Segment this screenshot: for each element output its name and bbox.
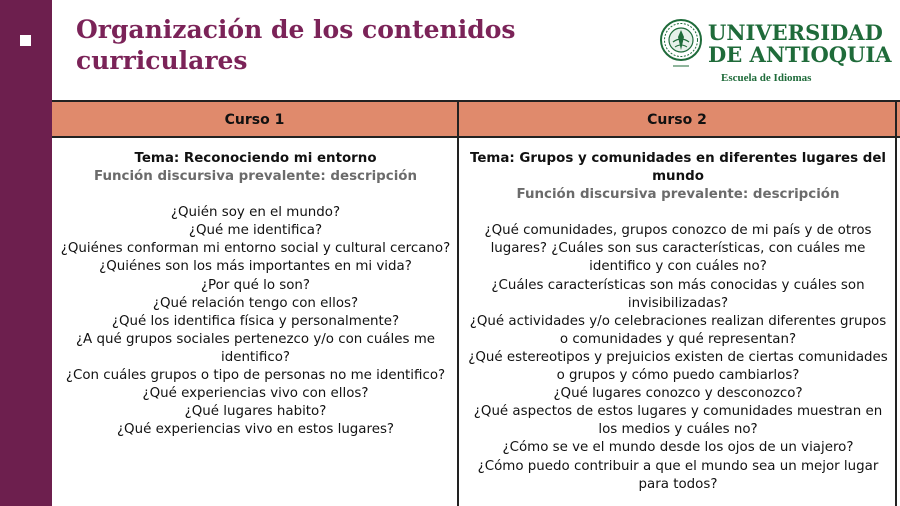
logo-line-2: DE ANTIOQUIA <box>708 42 892 67</box>
slide-title <box>76 14 546 76</box>
list-item: ¿Qué los identifica física y personalmente? <box>111 313 400 329</box>
list-item: ¿Quién soy en el mundo? <box>170 205 341 221</box>
list-item: ¿Qué estereotipos y prejuicios existen de ciertas comunidades o grupos y cómo puedo cambiarlos? <box>468 349 888 384</box>
list-item: ¿Qué experiencias vivo con ellos? <box>142 386 369 402</box>
cell-topic: Tema: Reconociendo mi entorno <box>134 151 377 166</box>
cell-discursive-function: Función discursiva prevalente: descripción <box>516 187 840 203</box>
list-item: ¿Con cuáles grupos o tipo de personas no me identifico? <box>65 368 446 384</box>
column-header-label: Curso 1 <box>224 112 285 128</box>
list-item: ¿Qué relación tengo con ellos? <box>152 295 359 311</box>
university-logo <box>659 16 891 88</box>
cell-topic: Tema: Grupos y comunidades en diferentes lugares del mundo <box>469 151 887 185</box>
list-item: ¿Qué lugares conozco y desconozco? <box>553 386 803 402</box>
title-bullet <box>20 35 31 46</box>
column-divider <box>895 102 897 506</box>
logo-line-1: UNIVERSIDAD <box>708 20 883 45</box>
table-cell-curso-2 <box>464 150 892 494</box>
slide-title-line-1: Organización de los contenidos <box>76 15 516 44</box>
column-header-curso-2 <box>459 102 895 138</box>
logo-school-name: Escuela de Idiomas <box>721 72 812 84</box>
list-item: ¿Quiénes conforman mi entorno social y cultural cercano? <box>60 241 451 257</box>
left-accent-bar <box>0 0 52 506</box>
list-item: ¿Qué me identifica? <box>188 223 323 239</box>
list-item: ¿Quiénes son los más importantes en mi vida? <box>99 259 412 275</box>
list-item: ¿Cuáles características son más conocidas y cuáles son invisibilizadas? <box>491 277 865 311</box>
list-item: ¿Qué lugares habito? <box>184 404 327 420</box>
curriculum-table <box>52 100 900 506</box>
list-item: ¿Cómo puedo contribuir a que el mundo sea un mejor lugar para todos? <box>477 458 879 492</box>
list-item: ¿Qué aspectos de estos lugares y comunidades muestran en los medios y cuáles no? <box>473 404 883 438</box>
list-item: ¿A qué grupos sociales pertenezco y/o con cuáles me identifico? <box>75 331 436 365</box>
column-header-curso-1 <box>52 102 457 138</box>
column-header-label: Curso 2 <box>647 112 707 128</box>
list-item: ¿Qué comunidades, grupos conozco de mi país y de otros lugares? ¿Cuáles son sus características, con cuáles me identifico y con cuáles no? <box>484 223 872 275</box>
column-divider <box>457 102 459 506</box>
university-seal-icon <box>659 16 703 72</box>
list-item: ¿Cómo se ve el mundo desde los ojos de un viajero? <box>502 440 854 456</box>
slide-title-line-2: curriculares <box>76 46 248 75</box>
table-cell-curso-1 <box>58 150 453 439</box>
cell-discursive-function: Función discursiva prevalente: descripción <box>93 169 418 185</box>
list-item: ¿Por qué lo son? <box>200 277 311 293</box>
list-item: ¿Qué experiencias vivo en estos lugares? <box>116 422 395 438</box>
list-item: ¿Qué actividades y/o celebraciones realizan diferentes grupos o comunidades y qué representan? <box>469 313 887 347</box>
